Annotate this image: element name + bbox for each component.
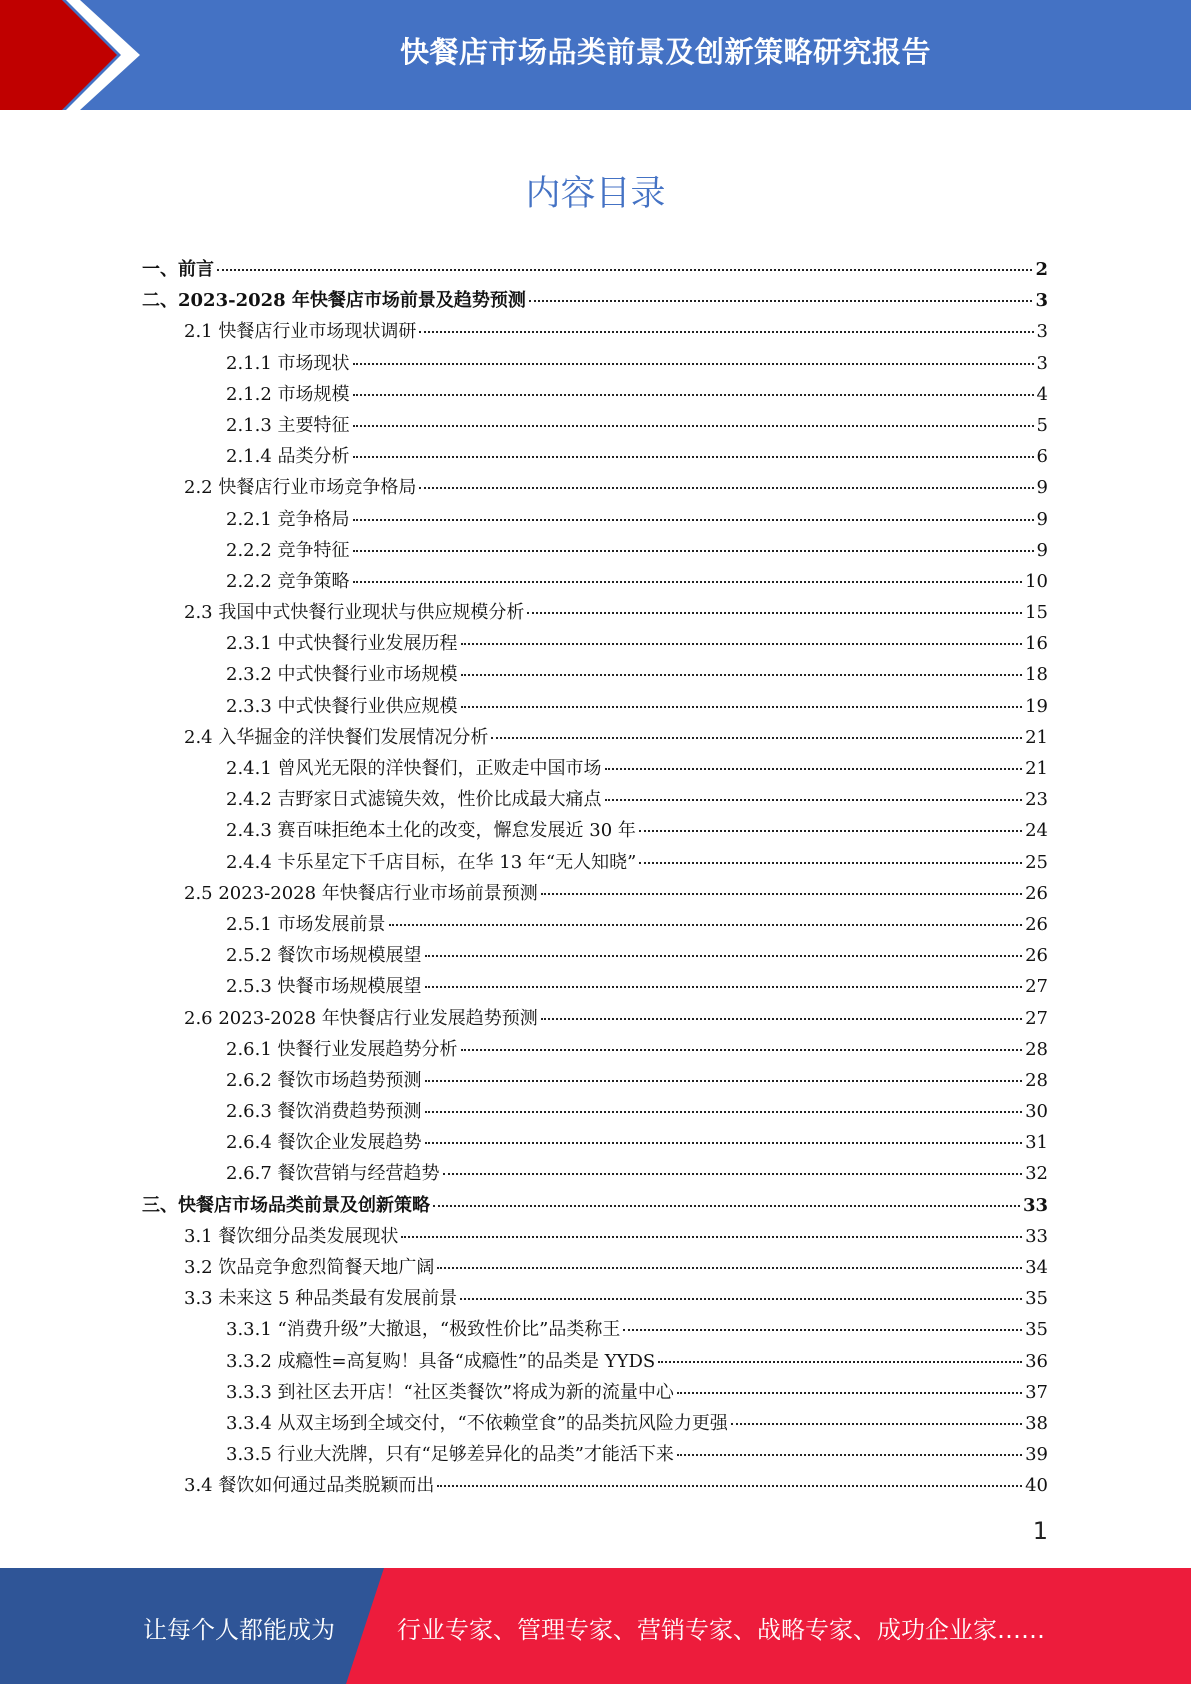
page-number: 1 xyxy=(1032,1517,1048,1545)
toc-dot-leader xyxy=(461,674,1023,676)
toc-dot-leader xyxy=(677,1454,1022,1456)
toc-entry-page: 33 xyxy=(1022,1194,1048,1216)
toc-dot-leader xyxy=(353,456,1034,458)
toc-entry-page: 24 xyxy=(1025,820,1048,842)
toc-dot-leader xyxy=(731,1423,1022,1425)
toc-entry-title: 2.5 2023-2028 年快餐店行业市场前景预测 xyxy=(184,882,538,904)
toc-dot-leader xyxy=(353,581,1023,583)
toc-dot-leader xyxy=(353,394,1034,396)
footer-slogan: 让每个人都能成为 xyxy=(143,1616,335,1644)
toc-entry-title: 2.1.2 市场规模 xyxy=(226,383,350,405)
toc-entry-title: 三、快餐店市场品类前景及创新策略 xyxy=(142,1194,430,1216)
toc-entry-page: 30 xyxy=(1025,1101,1048,1123)
toc-entry-page: 4 xyxy=(1036,383,1048,405)
toc-entry-page: 25 xyxy=(1025,851,1048,873)
toc-entry-title: 2.4 入华掘金的洋快餐们发展情况分析 xyxy=(184,726,489,748)
toc-dot-leader xyxy=(677,1392,1022,1394)
toc-entry-title: 2.1.3 主要特征 xyxy=(226,414,350,436)
toc-entry[interactable] xyxy=(142,441,1048,472)
toc-entry-title: 3.3.4 从双主场到全域交付，“不依赖堂食”的品类抗风险力更强 xyxy=(226,1412,728,1434)
toc-entry-title: 2.2.1 竞争格局 xyxy=(226,508,350,530)
toc-entry-page: 35 xyxy=(1025,1288,1048,1310)
toc-entry[interactable] xyxy=(142,1346,1048,1377)
toc-entry-page: 23 xyxy=(1025,789,1048,811)
toc-entry-page: 33 xyxy=(1025,1225,1048,1247)
toc-entry[interactable] xyxy=(142,1221,1048,1252)
toc-entry-page: 10 xyxy=(1025,570,1048,592)
toc-dot-leader xyxy=(639,862,1022,864)
toc-dot-leader xyxy=(401,1236,1022,1238)
toc-dot-leader xyxy=(353,519,1034,521)
toc-entry-page: 36 xyxy=(1025,1350,1048,1372)
toc-entry-title: 2.5.2 餐饮市场规模展望 xyxy=(226,945,422,967)
toc-entry-title: 2.6.1 快餐行业发展趋势分析 xyxy=(226,1038,458,1060)
header-band xyxy=(0,0,1191,110)
toc-dot-leader xyxy=(437,1267,1022,1269)
toc-entry-page: 21 xyxy=(1025,758,1048,779)
toc-entry[interactable] xyxy=(142,285,1048,316)
toc-entry-title: 2.6.4 餐饮企业发展趋势 xyxy=(226,1132,422,1154)
toc-entry-page: 5 xyxy=(1036,414,1048,436)
toc-entry-page: 19 xyxy=(1025,695,1048,717)
toc-entry-page: 3 xyxy=(1035,290,1048,312)
toc-dot-leader xyxy=(353,425,1034,427)
toc-entry-title: 2.3.3 中式快餐行业供应规模 xyxy=(226,695,458,717)
toc-entry-page: 34 xyxy=(1025,1257,1048,1278)
toc-entry[interactable] xyxy=(142,1439,1048,1470)
toc-entry-title: 2.1.1 市场现状 xyxy=(226,352,350,374)
toc-dot-leader xyxy=(425,955,1023,957)
toc-entry[interactable] xyxy=(142,628,1048,659)
toc-entry-page: 26 xyxy=(1025,882,1048,904)
toc-entry-page: 15 xyxy=(1025,602,1048,624)
toc-entry[interactable] xyxy=(142,847,1048,878)
toc-entry[interactable] xyxy=(142,815,1048,846)
toc-dot-leader xyxy=(605,799,1023,801)
toc-dot-leader xyxy=(529,300,1033,302)
toc-entry[interactable] xyxy=(142,1283,1048,1314)
report-title: 快餐店市场品类前景及创新策略研究报告 xyxy=(399,35,931,69)
toc-dot-leader xyxy=(419,331,1033,333)
toc-entry[interactable] xyxy=(142,1408,1048,1439)
toc-entry[interactable] xyxy=(142,1003,1048,1034)
toc-dot-leader xyxy=(217,269,1032,271)
toc-entry-title: 一、前言 xyxy=(142,259,214,280)
toc-entry[interactable] xyxy=(142,1158,1048,1189)
toc-entry[interactable] xyxy=(142,1252,1048,1283)
toc-entry-page: 39 xyxy=(1025,1444,1048,1466)
toc-entry-page: 31 xyxy=(1025,1132,1048,1154)
toc-entry-page: 3 xyxy=(1036,352,1048,374)
toc-entry[interactable] xyxy=(142,940,1048,971)
toc-entry-page: 16 xyxy=(1025,633,1048,655)
toc-entry[interactable] xyxy=(142,971,1048,1002)
toc-dot-leader xyxy=(491,737,1022,739)
toc-entry-title: 2.3.1 中式快餐行业发展历程 xyxy=(226,633,458,655)
toc-entry[interactable] xyxy=(142,1065,1048,1096)
toc-dot-leader xyxy=(425,1080,1023,1082)
toc-dot-leader xyxy=(527,612,1022,614)
toc-entry-title: 3.3 未来这 5 种品类最有发展前景 xyxy=(184,1288,458,1310)
toc-entry[interactable] xyxy=(142,348,1048,379)
toc-dot-leader xyxy=(461,1049,1023,1051)
toc-dot-leader xyxy=(639,830,1022,832)
toc-entry-title: 2.1 快餐店行业市场现状调研 xyxy=(184,321,417,343)
toc-entry-title: 二、2023-2028 年快餐店市场前景及趋势预测 xyxy=(142,290,526,312)
toc-dot-leader xyxy=(353,550,1034,552)
toc-entry-title: 3.1 餐饮细分品类发展现状 xyxy=(184,1225,399,1247)
toc-entry-title: 2.5.1 市场发展前景 xyxy=(226,913,386,935)
toc-entry-title: 2.4.4 卡乐星定下千店目标，在华 13 年“无人知晓” xyxy=(226,851,637,873)
toc-entry-title: 2.1.4 品类分析 xyxy=(226,446,350,468)
toc-dot-leader xyxy=(623,1329,1022,1331)
toc-dot-leader xyxy=(541,893,1022,895)
toc-entry-page: 37 xyxy=(1025,1381,1048,1403)
toc-entry-title: 3.3.5 行业大洗牌，只有“足够差异化的品类”才能活下来 xyxy=(226,1444,674,1466)
toc-entry-title: 2.6.7 餐饮营销与经营趋势 xyxy=(226,1163,440,1185)
toc-entry-page: 3 xyxy=(1036,321,1048,343)
toc-entry-title: 2.2.2 竞争特征 xyxy=(226,539,350,561)
footer-roles: 行业专家、管理专家、营销专家、战略专家、成功企业家…… xyxy=(397,1616,1045,1644)
toc-entry-title: 3.4 餐饮如何通过品类脱颖而出 xyxy=(184,1475,435,1497)
toc-dot-leader xyxy=(460,1298,1022,1300)
footer-band xyxy=(0,1568,1191,1684)
toc-entry[interactable] xyxy=(142,1190,1048,1221)
toc-entry-page: 32 xyxy=(1025,1163,1048,1185)
toc-entry-page: 27 xyxy=(1025,976,1048,998)
table-of-contents xyxy=(142,254,1048,1502)
toc-dot-leader xyxy=(605,768,1023,770)
toc-entry[interactable] xyxy=(142,1096,1048,1127)
toc-entry[interactable] xyxy=(142,410,1048,441)
toc-dot-leader xyxy=(437,1485,1022,1487)
toc-entry-page: 26 xyxy=(1025,913,1048,935)
toc-entry-title: 2.4.3 赛百味拒绝本土化的改变，懈怠发展近 30 年 xyxy=(226,820,636,842)
toc-entry[interactable] xyxy=(142,784,1048,815)
toc-dot-leader xyxy=(541,1018,1022,1020)
toc-dot-leader xyxy=(353,363,1034,365)
toc-entry[interactable] xyxy=(142,1314,1048,1345)
toc-dot-leader xyxy=(443,1173,1023,1175)
toc-entry-page: 9 xyxy=(1036,477,1048,499)
toc-entry[interactable] xyxy=(142,1034,1048,1065)
toc-entry-title: 3.3.1 “消费升级”大撤退，“极致性价比”品类称王 xyxy=(226,1319,621,1341)
toc-entry[interactable] xyxy=(142,566,1048,597)
toc-entry[interactable] xyxy=(142,1470,1048,1501)
toc-entry[interactable] xyxy=(142,535,1048,566)
toc-entry[interactable] xyxy=(142,1377,1048,1408)
toc-entry-title: 2.3.2 中式快餐行业市场规模 xyxy=(226,664,458,686)
toc-dot-leader xyxy=(433,1205,1020,1207)
toc-entry-page: 6 xyxy=(1036,446,1048,468)
toc-entry[interactable] xyxy=(142,316,1048,347)
toc-entry[interactable] xyxy=(142,597,1048,628)
toc-entry-title: 2.3 我国中式快餐行业现状与供应规模分析 xyxy=(184,602,525,624)
toc-entry-page: 21 xyxy=(1025,726,1048,748)
toc-entry-title: 2.6 2023-2028 年快餐店行业发展趋势预测 xyxy=(184,1007,538,1029)
toc-dot-leader xyxy=(658,1361,1022,1363)
toc-entry-page: 9 xyxy=(1036,508,1048,530)
toc-entry-title: 2.4.1 曾风光无限的洋快餐们，正败走中国市场 xyxy=(226,758,602,779)
toc-entry-title: 2.2.2 竞争策略 xyxy=(226,570,350,592)
toc-entry-title: 3.3.2 成瘾性=高复购！具备“成瘾性”的品类是 YYDS xyxy=(226,1350,656,1372)
toc-entry-title: 3.2 饮品竞争愈烈简餐天地广阔 xyxy=(184,1257,435,1278)
toc-entry-page: 9 xyxy=(1036,539,1048,561)
toc-entry-page: 40 xyxy=(1025,1475,1048,1497)
toc-entry[interactable] xyxy=(142,254,1048,285)
toc-entry-page: 26 xyxy=(1025,945,1048,967)
toc-entry-page: 27 xyxy=(1025,1007,1048,1029)
toc-dot-leader xyxy=(425,1111,1023,1113)
toc-dot-leader xyxy=(461,706,1023,708)
toc-dot-leader xyxy=(419,487,1033,489)
toc-entry-page: 35 xyxy=(1025,1319,1048,1341)
toc-entry-page: 38 xyxy=(1025,1412,1048,1434)
header-chevron-icon xyxy=(0,0,150,110)
toc-entry-page: 28 xyxy=(1025,1038,1048,1060)
toc-entry-title: 3.3.3 到社区去开店！“社区类餐饮”将成为新的流量中心 xyxy=(226,1381,674,1403)
toc-entry-title: 2.6.3 餐饮消费趋势预测 xyxy=(226,1101,422,1123)
toc-entry[interactable] xyxy=(142,379,1048,410)
toc-entry[interactable] xyxy=(142,504,1048,535)
toc-dot-leader xyxy=(425,986,1023,988)
toc-dot-leader xyxy=(389,924,1023,926)
toc-dot-leader xyxy=(425,1142,1023,1144)
toc-title: 内容目录 xyxy=(525,174,666,214)
toc-entry-page: 28 xyxy=(1025,1069,1048,1091)
toc-entry-title: 2.2 快餐店行业市场竞争格局 xyxy=(184,477,417,499)
toc-entry[interactable] xyxy=(142,878,1048,909)
toc-entry[interactable] xyxy=(142,909,1048,940)
toc-entry-page: 2 xyxy=(1035,259,1048,280)
toc-entry-title: 2.5.3 快餐市场规模展望 xyxy=(226,976,422,998)
toc-dot-leader xyxy=(461,643,1023,645)
toc-entry[interactable] xyxy=(142,1127,1048,1158)
toc-entry-title: 2.6.2 餐饮市场趋势预测 xyxy=(226,1069,422,1091)
toc-entry[interactable] xyxy=(142,691,1048,722)
toc-entry-title: 2.4.2 吉野家日式滤镜失效，性价比成最大痛点 xyxy=(226,789,602,811)
toc-entry-page: 18 xyxy=(1025,664,1048,686)
toc-entry[interactable] xyxy=(142,659,1048,690)
toc-entry[interactable] xyxy=(142,472,1048,503)
toc-entry[interactable] xyxy=(142,753,1048,784)
toc-entry[interactable] xyxy=(142,722,1048,753)
